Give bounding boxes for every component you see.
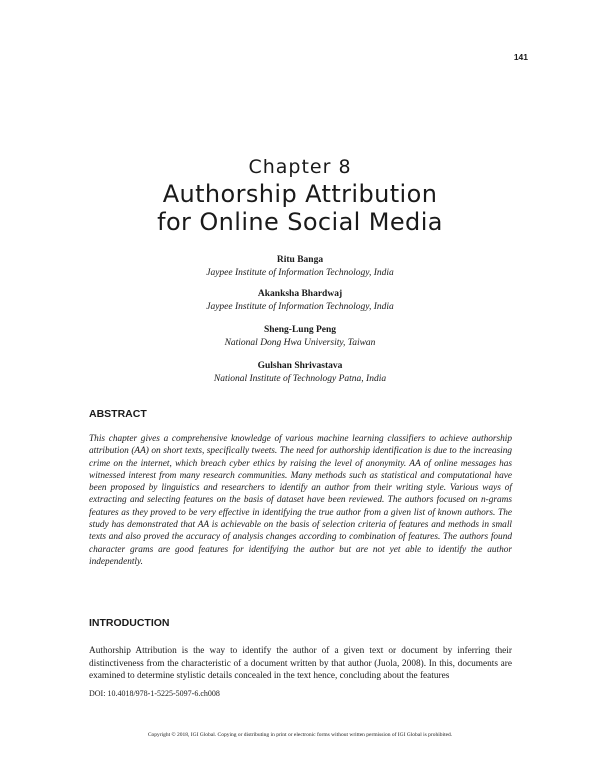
author-name: Gulshan Shrivastava	[257, 361, 343, 371]
abstract-text: This chapter gives a comprehensive knowledge of various machine learning classifiers to achieve authorship attribution (AA) on short texts, specifically tweets. The need for authorship identification is due to the increasing crime on the internet, which breach cyber ethics by raising the level of anonymity. AA of online messages has witnessed interest from many research communities. Many methods such as statistical and computational have been proposed by linguistics and researchers to identify an author from their writing style. Various ways of extracting and selecting features on the basis of dataset have been reviewed. The authors focused on n-grams features as they proved to be very effective in identifying the true author from a given list of known authors. The study has demonstrated that AA is achievable on the basis of selection criteria of features and methods in small texts and also proved the accuracy of analysis changes according to combination of features. The authors found character grams are good features for identifying the author but are not yet able to identify the author independently.	[89, 434, 512, 567]
page-number: 141	[513, 52, 528, 62]
author-name: Ritu Banga	[276, 255, 324, 265]
author-name: Sheng-Lung Peng	[263, 325, 337, 335]
author-name: Akanksha Bhardwaj	[257, 289, 343, 299]
chapter-title	[0, 180, 600, 236]
author-block-3	[0, 324, 600, 350]
copyright-notice: Copyright © 2018, IGI Global. Copying or distributing in print or electronic forms without written permission of IGI Global is prohibited.	[147, 732, 453, 738]
author-affiliation: Jaypee Institute of Information Technology, India	[206, 268, 394, 278]
introduction-text: Authorship Attribution is the way to identify the author of a given text or document by inferring their distinctiveness from the characteristic of a document written by that author (Juola, 2008). In this, documents are examined to determine stylistic details concealed in the text hence, concluding about the features	[89, 646, 512, 682]
author-block-1	[0, 254, 600, 280]
chapter-label: Chapter 8	[248, 156, 352, 178]
author-affiliation: Jaypee Institute of Information Technology, India	[206, 302, 394, 312]
doi: DOI: 10.4018/978-1-5225-5097-6.ch008	[89, 689, 220, 698]
author-block-2	[0, 288, 600, 314]
author-affiliation: National Institute of Technology Patna, India	[213, 374, 387, 384]
author-affiliation: National Dong Hwa University, Taiwan	[224, 338, 376, 348]
abstract-heading: ABSTRACT	[89, 408, 147, 420]
title-line-1: Authorship Attribution	[162, 180, 438, 208]
author-block-4	[0, 360, 600, 386]
introduction-heading: INTRODUCTION	[89, 617, 170, 629]
title-line-2: for Online Social Media	[157, 208, 443, 236]
